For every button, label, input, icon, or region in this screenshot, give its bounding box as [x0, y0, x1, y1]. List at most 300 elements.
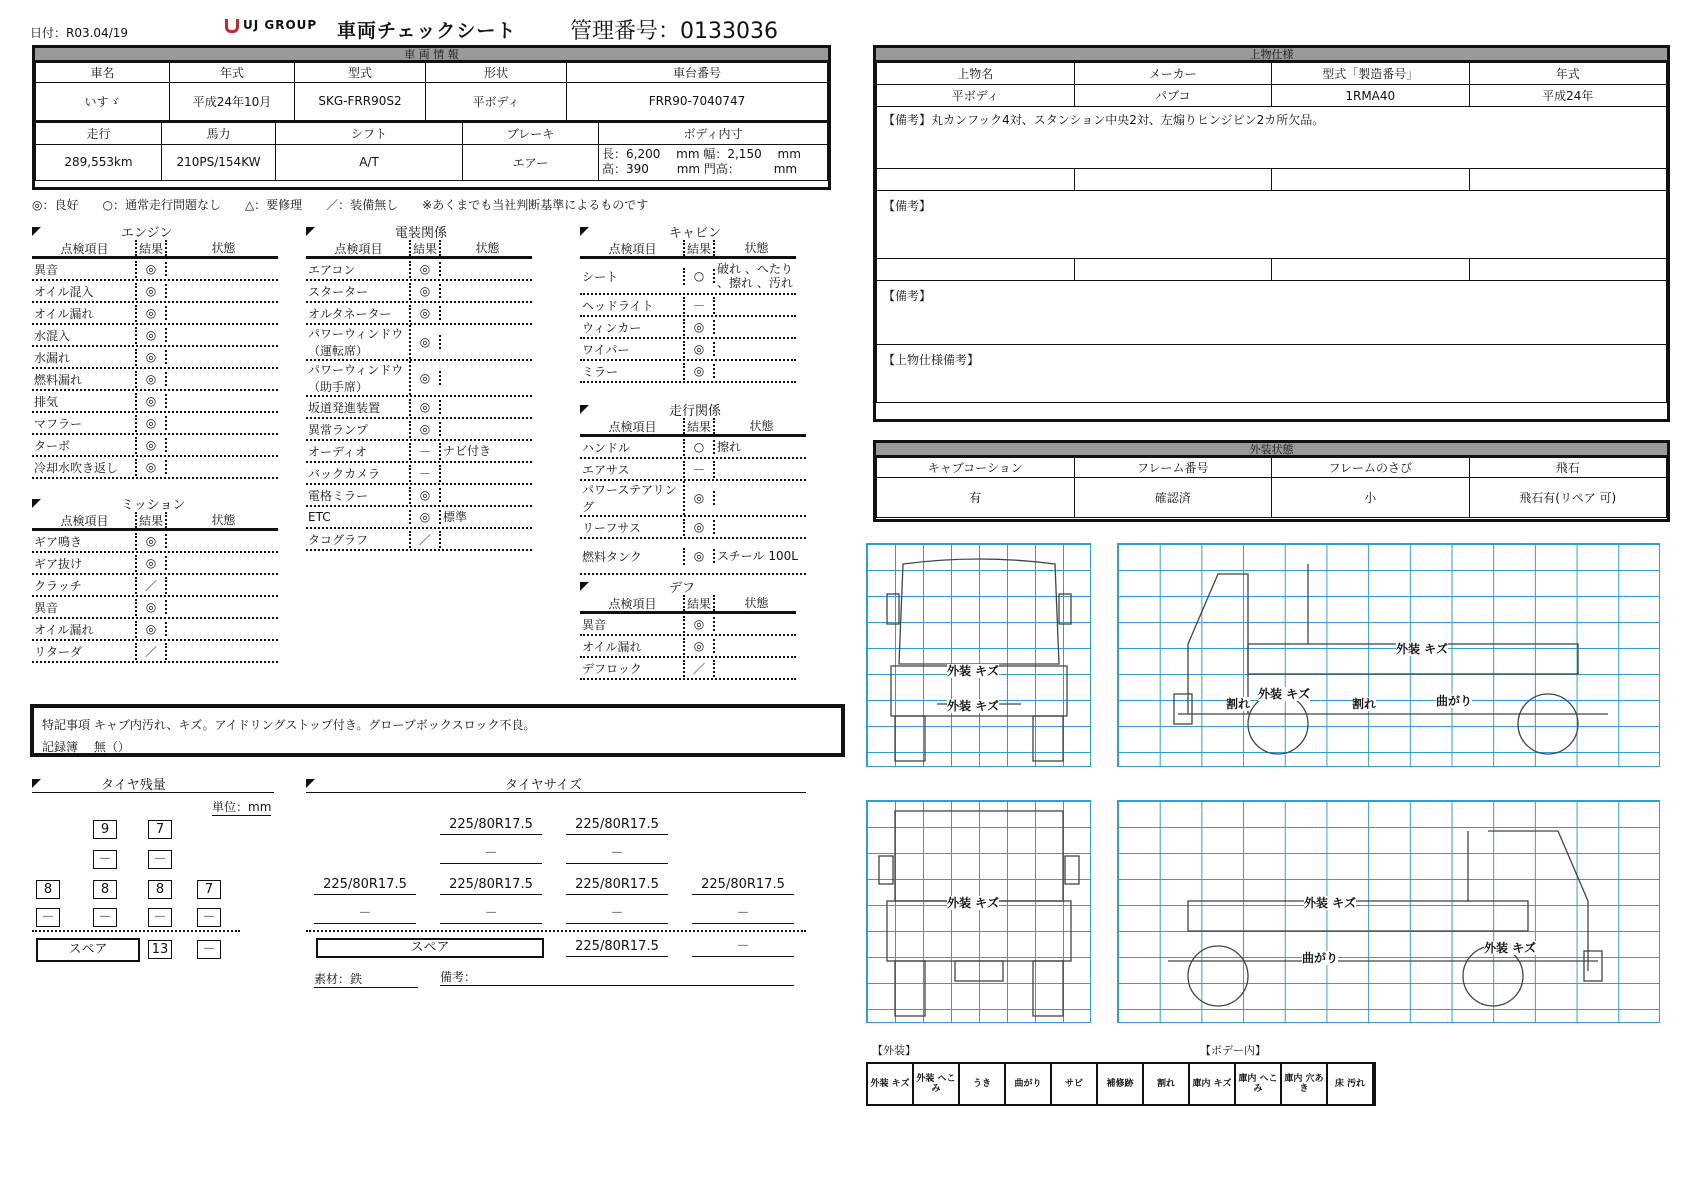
- right-side-diagram: [1117, 800, 1660, 1023]
- triangle-marker-icon: [306, 779, 315, 788]
- upper-remark-1: 【備考】丸カンフック4対、スタンション中央2対、左煽りヒンジピン2カ所欠品。: [877, 107, 1667, 169]
- triangle-marker-icon: [306, 227, 315, 236]
- table-row: [32, 303, 278, 325]
- row-item: クラッチ: [32, 577, 137, 594]
- damage-tag: 割れ: [1352, 697, 1377, 711]
- tire-size-r3: 225/80R17.5: [566, 876, 668, 895]
- truck-rear-outline: [867, 801, 1092, 1024]
- row-item: オーディオ: [306, 443, 411, 460]
- row-result: ◎: [137, 284, 167, 298]
- upper-spec-band: 上物仕様: [876, 48, 1667, 62]
- h-car-name: 車名: [36, 63, 170, 83]
- col-state: 状態: [744, 596, 769, 610]
- exterior-band: 外装状態: [876, 443, 1667, 457]
- col-state: 状態: [211, 241, 236, 255]
- v-body-dims: [599, 144, 828, 180]
- row-item: オイル漏れ: [580, 638, 685, 655]
- tire-remain-fr: 7: [148, 820, 172, 839]
- row-result: ◎: [137, 556, 167, 570]
- table-row: [306, 529, 532, 551]
- row-item: バックカメラ: [306, 465, 411, 482]
- col-result: 結果: [411, 240, 441, 256]
- h-mileage: 走行: [36, 122, 162, 144]
- legend-item: 外装 キズ: [868, 1064, 914, 1104]
- mission-section: [32, 494, 278, 663]
- table-row: [32, 369, 278, 391]
- v-serial: 1RMA40: [1272, 85, 1470, 107]
- diff-table: [580, 595, 796, 680]
- tire-remain-fl: 9: [93, 820, 117, 839]
- tire-size-fr: 225/80R17.5: [566, 816, 668, 835]
- h-stone-chip: 飛石: [1469, 458, 1667, 478]
- row-item: 燃料タンク: [580, 548, 685, 565]
- running-title: 走行関係: [669, 403, 722, 419]
- h-year: 年式: [170, 63, 295, 83]
- spare-remain: 13: [148, 940, 172, 959]
- damage-tag: 外装 キズ: [1258, 687, 1310, 701]
- table-row: [580, 658, 796, 680]
- row-item: エアコン: [306, 261, 411, 278]
- row-item: 電格ミラー: [306, 487, 411, 504]
- exterior-panel: [873, 440, 1670, 522]
- damage-tag: 外装 キズ: [947, 699, 999, 713]
- table-row: [32, 641, 278, 663]
- row-item: ワイパー: [580, 341, 685, 358]
- tire-remain-r3: 8: [148, 880, 172, 899]
- row-item: ギア鳴き: [32, 533, 137, 550]
- dims-line-2: 高：390 mm 門高： mm: [602, 162, 798, 176]
- upper-remark-2: 【備考】: [877, 191, 1667, 259]
- row-result: －: [411, 465, 441, 482]
- row-result: －: [685, 297, 715, 314]
- col-item: 点検項目: [32, 512, 137, 528]
- cabin-table: [580, 240, 796, 383]
- legend-item: 補修跡: [1098, 1064, 1144, 1104]
- row-result: ◎: [137, 306, 167, 320]
- row-result: －: [411, 443, 441, 460]
- table-row: [580, 459, 806, 481]
- table-header: [32, 512, 278, 531]
- table-row: [580, 481, 806, 517]
- row-item: タコグラフ: [306, 531, 411, 548]
- v-maker: パブコ: [1074, 85, 1272, 107]
- legend-item: 庫内 キズ: [1190, 1064, 1236, 1104]
- rating-legend: ◎：良好 ○：通常走行問題なし △：要修理 ／：装備無し ※あくまでも当社判断基準によるものです: [32, 198, 649, 212]
- row-item: 排気: [32, 393, 137, 410]
- row-state: 標準: [443, 510, 468, 524]
- table-row: [32, 619, 278, 641]
- cabin-title: キャビン: [669, 225, 722, 241]
- col-state: 状態: [749, 419, 774, 433]
- h-power: 馬力: [162, 122, 276, 144]
- row-result: ◎: [685, 520, 715, 534]
- v-power: 210PS/154KW: [162, 144, 276, 180]
- row-result: ◎: [685, 364, 715, 378]
- table-header: [580, 418, 806, 437]
- col-item: 点検項目: [580, 240, 685, 256]
- table-row: [306, 441, 532, 463]
- row-result: ◎: [411, 422, 441, 436]
- h-shift: シフト: [276, 122, 463, 144]
- row-item: ミラー: [580, 363, 685, 380]
- tire-remain-section: [32, 775, 274, 793]
- row-state: 破れ 、へたり 、擦れ 、汚れ: [717, 262, 793, 290]
- row-item: シート: [580, 268, 685, 285]
- tire-size-fr-sub: －: [566, 845, 668, 864]
- legend-item: 庫内 穴あき: [1282, 1064, 1328, 1104]
- logo-mark-icon: [225, 19, 239, 33]
- engine-table: [32, 240, 278, 479]
- row-result: ／: [685, 660, 715, 677]
- triangle-marker-icon: [32, 227, 41, 236]
- row-result: ◎: [411, 488, 441, 502]
- row-item: デフロック: [580, 660, 685, 677]
- row-result: ◎: [685, 639, 715, 653]
- row-item: 水漏れ: [32, 349, 137, 366]
- row-item: オイル漏れ: [32, 305, 137, 322]
- row-item: スターター: [306, 283, 411, 300]
- truck-left-outline: [1118, 544, 1661, 768]
- left-side-diagram: [1117, 543, 1660, 767]
- v-model: SKG-FRR90S2: [295, 83, 426, 121]
- exterior-table: [876, 457, 1667, 518]
- table-row: [32, 435, 278, 457]
- table-header: [580, 595, 796, 614]
- row-item: 坂道発進装置: [306, 399, 411, 416]
- front-view-diagram: [866, 543, 1091, 767]
- table-row: [32, 413, 278, 435]
- table-header: [32, 240, 278, 259]
- row-item: 異音: [32, 599, 137, 616]
- row-result: ◎: [137, 350, 167, 364]
- col-result: 結果: [685, 595, 715, 611]
- tire-remain-r1-sub: －: [36, 908, 60, 927]
- col-result: 結果: [685, 418, 715, 434]
- table-row: [32, 391, 278, 413]
- row-item: パワーウィンドウ（運転席）: [306, 325, 411, 359]
- legend-item: うき: [960, 1064, 1006, 1104]
- v-upper-name: 平ボディ: [877, 85, 1075, 107]
- row-item: 異常ランプ: [306, 421, 411, 438]
- row-item: ギア抜け: [32, 555, 137, 572]
- table-row: [580, 614, 796, 636]
- running-table: [580, 418, 806, 575]
- table-row: [306, 419, 532, 441]
- tire-remain-title: タイヤ残量: [101, 778, 166, 793]
- table-row: [306, 281, 532, 303]
- row-result: ◎: [685, 320, 715, 334]
- table-row: [32, 575, 278, 597]
- table-row: [306, 361, 532, 397]
- row-result: ◎: [137, 394, 167, 408]
- row-state: スチール 100L: [717, 549, 798, 563]
- col-item: 点検項目: [32, 240, 137, 256]
- v-stone-chip: 飛石有(リペア 可): [1469, 478, 1667, 518]
- tire-size-divider: [306, 930, 806, 932]
- v-mileage: 289,553km: [36, 144, 162, 180]
- row-result: ○: [685, 440, 715, 454]
- triangle-marker-icon: [580, 582, 589, 591]
- tire-remain-r2-sub: －: [93, 908, 117, 927]
- table-row: [580, 361, 796, 383]
- tire-remain-r3-sub: －: [148, 908, 172, 927]
- table-row: [306, 507, 532, 529]
- mission-table: [32, 512, 278, 663]
- table-row: [306, 463, 532, 485]
- date: 日付：R03.04/19: [30, 26, 129, 40]
- damage-tag: 外装 キズ: [947, 664, 999, 678]
- row-item: パワーステアリング: [580, 481, 685, 515]
- body-legend-label: 【ボデー内】: [1200, 1044, 1266, 1057]
- damage-tag: 外装 キズ: [1484, 941, 1536, 955]
- col-item: 点検項目: [306, 240, 411, 256]
- tire-size-r2: 225/80R17.5: [440, 876, 542, 895]
- h-chassis: 車台番号: [567, 63, 828, 83]
- legend-item: 外装 へこみ: [914, 1064, 960, 1104]
- row-result: ◎: [137, 262, 167, 276]
- truck-right-outline: [1118, 801, 1661, 1024]
- v-shape: 平ボディ: [426, 83, 567, 121]
- v-chassis: FRR90-7040747: [567, 83, 828, 121]
- table-row: [580, 295, 796, 317]
- h-model: 型式: [295, 63, 426, 83]
- tire-size-r4: 225/80R17.5: [692, 876, 794, 895]
- row-result: ○: [685, 269, 715, 283]
- electric-section: [306, 222, 532, 551]
- tire-remain-r4-sub: －: [197, 908, 221, 927]
- table-row: [32, 281, 278, 303]
- diff-section: [580, 577, 796, 680]
- tire-size-r4-sub: －: [692, 905, 794, 924]
- electric-title: 電装関係: [395, 225, 448, 241]
- row-item: ターボ: [32, 437, 137, 454]
- vehicle-table-2: [35, 122, 828, 181]
- table-row: [580, 339, 796, 361]
- row-result: ◎: [411, 371, 441, 385]
- row-result: ◎: [685, 549, 715, 563]
- upper-spec-table: [876, 62, 1667, 403]
- rear-view-diagram: [866, 800, 1091, 1023]
- legend-item: 曲がり: [1006, 1064, 1052, 1104]
- table-row: [32, 457, 278, 479]
- table-row: [32, 531, 278, 553]
- row-item: ハンドル: [580, 439, 685, 456]
- row-result: －: [685, 461, 715, 478]
- damage-tag: 外装 キズ: [1304, 896, 1356, 910]
- table-row: [306, 397, 532, 419]
- diff-title: デフ: [669, 580, 696, 596]
- row-result: ◎: [411, 335, 441, 349]
- row-item: 冷却水吹き返し: [32, 459, 137, 476]
- damage-tag: 外装 キズ: [947, 896, 999, 910]
- row-item: リターダ: [32, 643, 137, 660]
- row-item: 水混入: [32, 327, 137, 344]
- row-item: オイル漏れ: [32, 621, 137, 638]
- row-result: ／: [137, 643, 167, 660]
- tire-remain-r1: 8: [36, 880, 60, 899]
- h-upper-year: 年式: [1469, 63, 1667, 85]
- h-body-dims: ボディ内寸: [599, 122, 828, 144]
- tire-remain-divider: [32, 930, 240, 932]
- v-brake: エアー: [463, 144, 599, 180]
- col-state: 状態: [211, 513, 236, 527]
- management-number: 管理番号：0133036: [570, 19, 778, 44]
- row-result: ◎: [411, 262, 441, 276]
- tire-size-fl-sub: －: [440, 845, 542, 864]
- row-result: ◎: [137, 416, 167, 430]
- triangle-marker-icon: [580, 227, 589, 236]
- tire-remark: 備考：: [440, 968, 794, 986]
- row-result: ◎: [411, 510, 441, 524]
- row-result: ／: [411, 531, 441, 548]
- row-item: ウィンカー: [580, 319, 685, 336]
- row-item: オイル混入: [32, 283, 137, 300]
- legend-item: 床 汚れ: [1328, 1064, 1374, 1104]
- table-row: [306, 325, 532, 361]
- h-frame-number: フレーム番号: [1074, 458, 1272, 478]
- col-state: 状態: [744, 241, 769, 255]
- row-state: 擦れ: [717, 440, 742, 454]
- row-result: ◎: [685, 491, 715, 505]
- spare-label: スペア: [36, 938, 140, 962]
- tire-size-spare-sub: －: [692, 938, 794, 957]
- v-shift: A/T: [276, 144, 463, 180]
- tire-remain-fr-sub: －: [148, 850, 172, 869]
- tire-size-r1: 225/80R17.5: [314, 876, 416, 895]
- triangle-marker-icon: [580, 405, 589, 414]
- col-result: 結果: [685, 240, 715, 256]
- damage-tag: 割れ: [1226, 697, 1251, 711]
- table-row: [580, 437, 806, 459]
- row-result: ◎: [685, 342, 715, 356]
- truck-front-outline: [867, 544, 1092, 768]
- h-serial: 型式「製造番号」: [1272, 63, 1470, 85]
- cabin-section: [580, 222, 796, 383]
- col-result: 結果: [137, 240, 167, 256]
- table-row: [580, 517, 806, 539]
- row-item: 燃料漏れ: [32, 371, 137, 388]
- v-frame-number: 確認済: [1074, 478, 1272, 518]
- h-frame-rust: フレームのさび: [1272, 458, 1470, 478]
- row-result: ／: [137, 577, 167, 594]
- col-item: 点検項目: [580, 595, 685, 611]
- tire-size-r2-sub: －: [440, 905, 542, 924]
- table-row: [580, 317, 796, 339]
- row-result: ◎: [411, 306, 441, 320]
- v-car-name: いすゞ: [36, 83, 170, 121]
- row-result: ◎: [137, 600, 167, 614]
- table-row: [580, 636, 796, 658]
- upper-remark-3: 【備考】: [877, 281, 1667, 345]
- tire-size-spare-label: スペア: [316, 938, 544, 958]
- row-result: ◎: [137, 534, 167, 548]
- vehicle-table-1: [35, 62, 828, 122]
- tire-size-r3-sub: －: [566, 905, 668, 924]
- triangle-marker-icon: [32, 499, 41, 508]
- row-result: ◎: [411, 400, 441, 414]
- damage-tag: 曲がり: [1436, 694, 1473, 708]
- legend-item: サビ: [1052, 1064, 1098, 1104]
- row-item: 異音: [32, 261, 137, 278]
- row-item: エアサス: [580, 461, 685, 478]
- table-row: [306, 303, 532, 325]
- row-result: ◎: [137, 622, 167, 636]
- tire-remain-r4: 7: [197, 880, 221, 899]
- dims-line-1: 長：6,200 mm 幅：2,150 mm: [602, 147, 801, 161]
- special-notes-box: [30, 704, 845, 757]
- tire-remain-fl-sub: －: [93, 850, 117, 869]
- table-header: [306, 240, 532, 259]
- row-result: ◎: [137, 372, 167, 386]
- row-result: ◎: [137, 328, 167, 342]
- v-frame-rust: 小: [1272, 478, 1470, 518]
- table-header: [580, 240, 796, 259]
- company-logo: [225, 18, 317, 33]
- upper-remark-4: 【上物仕様備考】: [877, 345, 1667, 403]
- row-item: オルタネーター: [306, 305, 411, 322]
- table-row: [306, 485, 532, 507]
- engine-section: [32, 222, 278, 479]
- row-result: ◎: [137, 460, 167, 474]
- tire-size-spare: 225/80R17.5: [566, 938, 668, 957]
- upper-spec-panel: [873, 45, 1670, 422]
- tire-remain-r2: 8: [93, 880, 117, 899]
- tire-material: 素材：鉄: [314, 970, 418, 988]
- row-item: 異音: [580, 616, 685, 633]
- row-result: ◎: [411, 284, 441, 298]
- vehicle-info-band: 車 両 情 報: [35, 48, 828, 62]
- row-item: ヘッドライト: [580, 297, 685, 314]
- engine-title: エンジン: [121, 225, 173, 241]
- v-upper-year: 平成24年: [1469, 85, 1667, 107]
- tire-size-r1-sub: －: [314, 905, 416, 924]
- special-notes: 特記事項 キャブ内汚れ、キズ。アイドリングストップ付き。グローブボックスロック不良。: [42, 718, 536, 732]
- vehicle-info-panel: [32, 45, 831, 190]
- mission-title: ミッション: [121, 497, 186, 513]
- v-cab-caution: 有: [877, 478, 1075, 518]
- row-item: リーフサス: [580, 519, 685, 536]
- h-brake: ブレーキ: [463, 122, 599, 144]
- row-result: ◎: [137, 438, 167, 452]
- damage-tag: 外装 キズ: [1396, 642, 1448, 656]
- table-row: [32, 325, 278, 347]
- row-item: ETC: [306, 510, 411, 524]
- tire-size-title: タイヤサイズ: [505, 778, 582, 793]
- table-row: [32, 347, 278, 369]
- h-maker: メーカー: [1074, 63, 1272, 85]
- table-row: [32, 597, 278, 619]
- table-row: [580, 539, 806, 575]
- spare-remain-sub: －: [197, 940, 221, 959]
- col-state: 状態: [475, 241, 500, 255]
- h-shape: 形状: [426, 63, 567, 83]
- table-row: [32, 553, 278, 575]
- col-result: 結果: [137, 512, 167, 528]
- record-book: 記録簿 無（）: [42, 740, 130, 754]
- legend-item: 割れ: [1144, 1064, 1190, 1104]
- tire-size-fl: 225/80R17.5: [440, 816, 542, 835]
- table-row: [580, 259, 796, 295]
- triangle-marker-icon: [32, 779, 41, 788]
- v-year: 平成24年10月: [170, 83, 295, 121]
- row-result: ◎: [685, 617, 715, 631]
- table-row: [306, 259, 532, 281]
- row-state: ナビ付き: [443, 444, 492, 458]
- electric-table: [306, 240, 532, 551]
- h-cab-caution: キャブコーション: [877, 458, 1075, 478]
- legend-item: 庫内 へこみ: [1236, 1064, 1282, 1104]
- ext-legend-label: 【外装】: [872, 1044, 916, 1057]
